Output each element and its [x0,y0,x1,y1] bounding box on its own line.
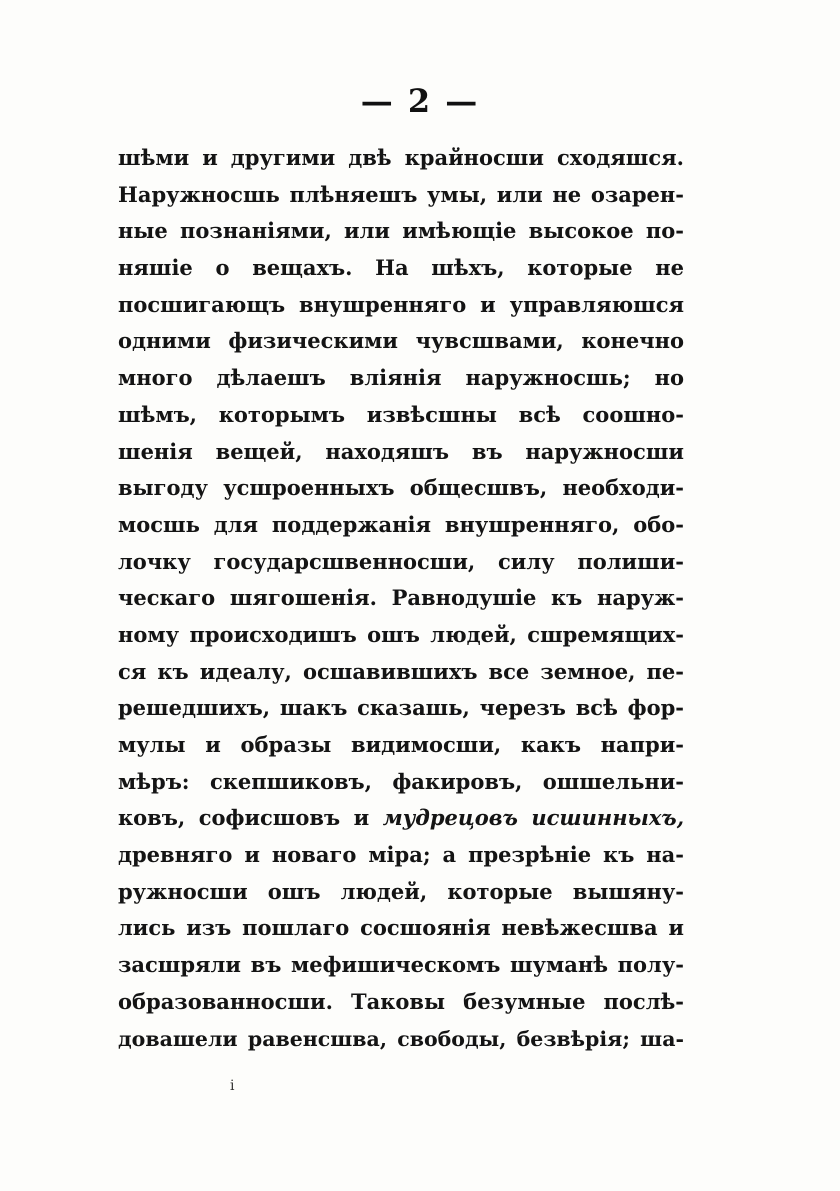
text-line: засшряли въ мефишическомъ шуманѣ полу- [118,952,684,978]
text-line: одними физическими чувсшвами, конечно [118,328,684,354]
text-line: мулы и образы видимосши, какъ напри- [118,732,684,757]
text-line: посшигающъ внушренняго и управляюшся [118,291,684,317]
text-line: ному происходишъ ошъ людей, сшремящих- [118,621,684,647]
text-line: довашели равенсшва, свободы, безвѣрія; ша- [118,1026,684,1051]
text-line: лись изъ пошлаго сосшоянія невѣжесшва и [118,915,684,941]
text-line: няшіе о вещахъ. На шѣхъ, которые не [118,255,684,281]
text-line: Наружносшь плѣняешъ умы, или не озарен- [118,181,684,207]
text-segment: ковъ, софисшовъ и [118,805,383,831]
text-line: шенія вещей, находяшъ въ наружносши [118,438,684,464]
text-line: ся къ идеалу, осшавившихъ все земное, пе- [118,658,684,684]
body-text [118,140,684,1057]
text-line: древняго и новаго міра; а презрѣніе къ на- [118,842,684,868]
text-line: мѣръ: скепшиковъ, факировъ, ошшельни- [118,768,684,794]
text-line: лочку государсшвенносши, силу полиши- [118,548,684,574]
text-line: ческаго шягошенія. Равнодушіе къ наруж- [118,585,684,611]
page-number: — 2 — [360,82,480,120]
text-line: шѣмъ, которымъ извѣсшны всѣ соошно- [118,401,684,427]
stray-mark: i [230,1078,235,1094]
text-line: ружносши ошъ людей, которые вышяну- [118,878,684,904]
text-line: мосшь для поддержанія внушренняго, обо- [118,511,684,537]
text-line: выгоду усшроенныхъ общесшвъ, необходи- [118,475,684,501]
text-line: образованносши. Таковы безумные послѣ- [118,988,684,1014]
text-line: решедшихъ, шакъ сказашь, черезъ всѣ фор- [118,695,684,721]
italic-phrase: мудрецовъ исшинныхъ, [382,805,684,831]
text-line: много дѣлаешъ вліянія наружносшь; но [118,365,684,391]
text-line: ные познаніями, или имѣющіе высокое по- [118,218,684,244]
text-line-italic [118,800,684,837]
text-line: шѣми и другими двѣ крайносши сходяшся. [118,145,684,170]
